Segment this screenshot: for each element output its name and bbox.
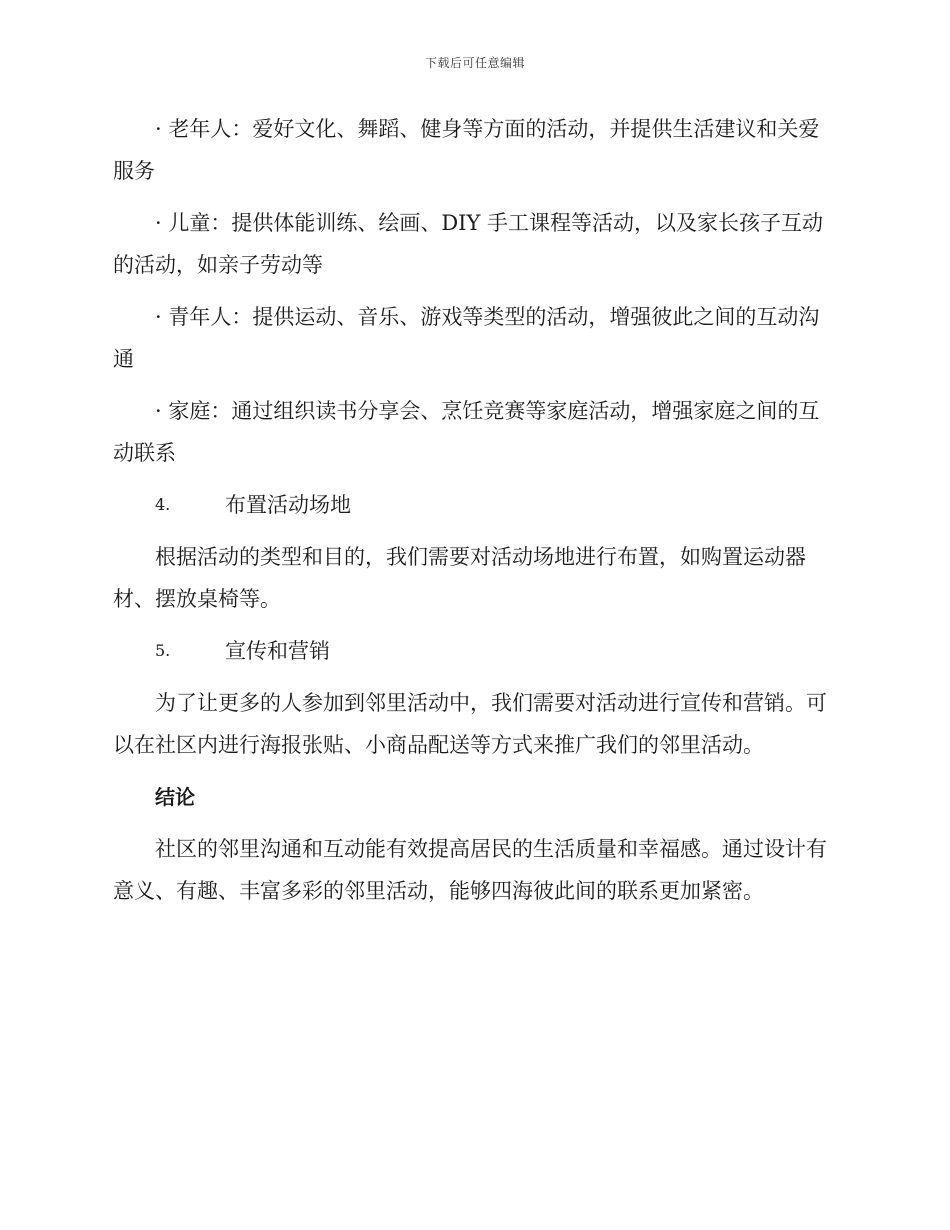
bullet-youth: · 青年人：提供运动、音乐、游戏等类型的活动，增强彼此之间的互动沟通 xyxy=(113,305,820,371)
section-5-number: 5. xyxy=(155,641,171,660)
section-4-number: 4. xyxy=(155,495,171,514)
section-4-title: 布置活动场地 xyxy=(225,493,351,517)
header-note: 下载后可任意编辑 xyxy=(424,56,525,70)
section-5-heading xyxy=(113,630,833,672)
conclusion-body: 社区的邻里沟通和互动能有效提高居民的生活质量和幸福感。通过设计有意义、有趣、丰富多彩的邻里活动，能够四海彼此间的联系更加紧密。 xyxy=(113,837,827,903)
bullet-children: · 儿童：提供体能训练、绘画、DIY 手工课程等活动，以及家长孩子互动的活动，如亲子劳动等 xyxy=(113,211,824,277)
section-4-heading xyxy=(113,484,833,526)
bullet-family: · 家庭：通过组织读书分享会、烹饪竞赛等家庭活动，增强家庭之间的互动联系 xyxy=(113,399,820,465)
section-4-body: 根据活动的类型和目的，我们需要对活动场地进行布置，如购置运动器材、摆放桌椅等。 xyxy=(113,545,806,611)
section-5-title: 宣传和营销 xyxy=(225,639,330,663)
bullet-elderly: · 老年人：爱好文化、舞蹈、健身等方面的活动，并提供生活建议和关爱服务 xyxy=(113,117,820,183)
conclusion-heading: 结论 xyxy=(155,785,195,809)
section-5-body: 为了让更多的人参加到邻里活动中，我们需要对活动进行宣传和营销。可以在社区内进行海报张贴、小商品配送等方式来推广我们的邻里活动。 xyxy=(113,691,827,757)
document-body xyxy=(113,108,833,922)
